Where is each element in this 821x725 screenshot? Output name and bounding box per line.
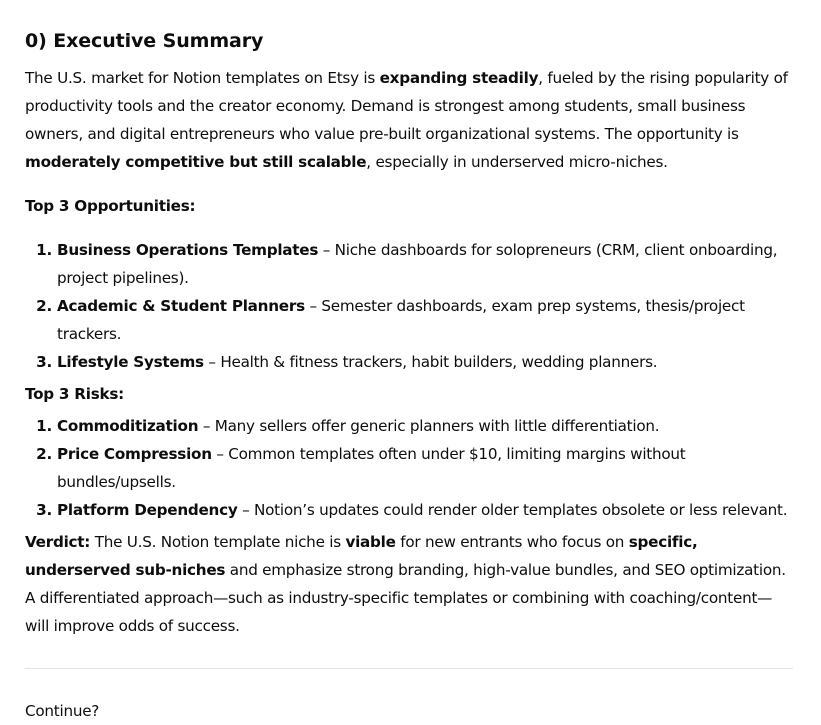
risks-list [25, 412, 793, 524]
list-item-text: – Health & fitness trackers, habit builders, wedding planners. [203, 353, 658, 371]
verdict-text-2: for new entrants who focus on [395, 533, 629, 551]
verdict-label: Verdict: [25, 533, 91, 551]
list-item [57, 236, 793, 292]
summary-paragraph [25, 64, 793, 176]
verdict-paragraph [25, 528, 793, 640]
continue-prompt: Continue? [25, 702, 100, 720]
opportunities-list [25, 236, 793, 376]
list-item-text: – Common templates often under $10, limiting margins without bundles/upsells. [57, 445, 686, 491]
list-item [57, 496, 793, 524]
list-item-text: – Many sellers offer generic planners with little differentiation. [198, 417, 660, 435]
list-item-text: – Notion’s updates could render older templates obsolete or less relevant. [237, 501, 788, 519]
list-item-text: – Semester dashboards, exam prep systems, thesis/project trackers. [57, 297, 745, 343]
list-item-title: Academic & Student Planners [57, 297, 305, 315]
verdict-text-3: and emphasize strong branding, high-value bundles, and SEO optimization. A differentiated approach—such as industry-specific templates or combining with coaching/content—will improve odds of success. [25, 561, 786, 635]
opportunities-heading: Top 3 Opportunities: [25, 197, 196, 215]
verdict-bold-1: viable [345, 533, 396, 551]
list-item-text: – Niche dashboards for solopreneurs (CRM, client onboarding, project pipelines). [57, 241, 778, 287]
summary-text-2: , fueled by the rising popularity of productivity tools and the creator economy. Demand is strongest among students, small business owners, and digital entrepreneurs who value pre-built organizational systems. The opportunity is [25, 69, 788, 143]
list-item [57, 348, 793, 376]
list-item [57, 412, 793, 440]
verdict-bold-2: specific, underserved sub-niches [25, 533, 698, 579]
list-item-title: Platform Dependency [57, 501, 238, 519]
divider [25, 668, 793, 669]
verdict-text-1: The U.S. Notion template niche is [90, 533, 346, 551]
summary-bold-2: moderately competitive but still scalable [25, 153, 367, 171]
section-heading: 0) Executive Summary [25, 30, 264, 52]
list-item-title: Commoditization [57, 417, 199, 435]
list-item [57, 292, 793, 348]
summary-text-1: The U.S. market for Notion templates on Etsy is [25, 69, 380, 87]
list-item [57, 440, 793, 496]
list-item-title: Lifestyle Systems [57, 353, 204, 371]
summary-bold-1: expanding steadily [379, 69, 539, 87]
risks-heading: Top 3 Risks: [25, 385, 124, 403]
summary-text-3: , especially in underserved micro-niches. [366, 153, 668, 171]
list-item-title: Price Compression [57, 445, 212, 463]
list-item-title: Business Operations Templates [57, 241, 319, 259]
